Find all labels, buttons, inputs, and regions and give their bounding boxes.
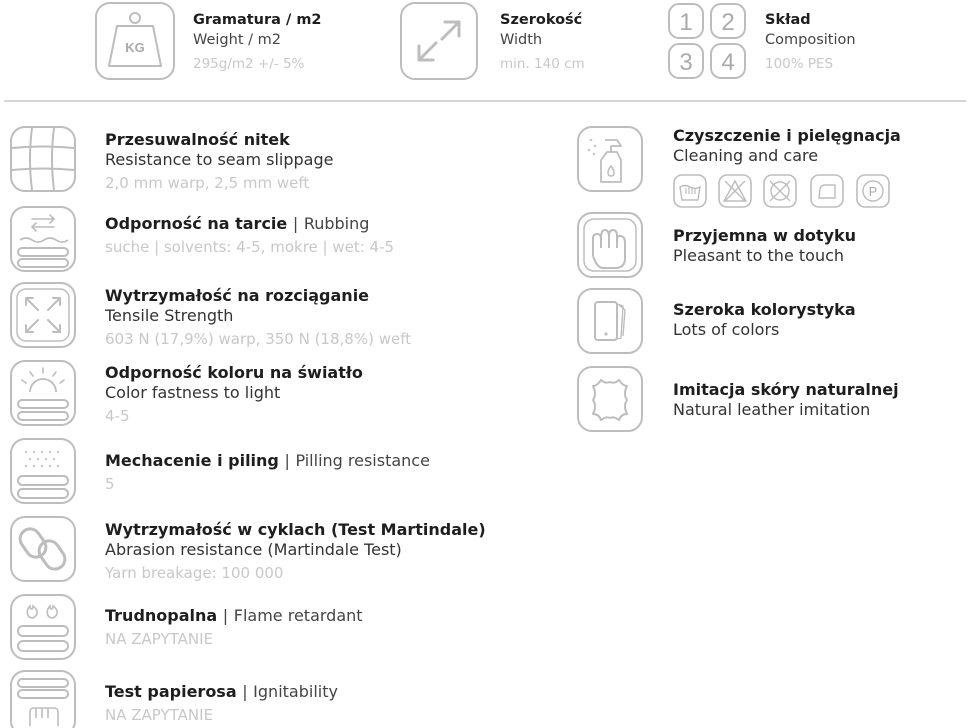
leather-title: Imitacja skóry naturalnej — [673, 380, 899, 399]
pilling-title — [105, 451, 430, 470]
rubbing-title — [105, 214, 369, 233]
no-bleach-icon — [718, 174, 752, 208]
colors-title: Szeroka kolorystyka — [673, 300, 856, 319]
svg-text:2: 2 — [721, 9, 735, 36]
martindale-subtitle: Abrasion resistance (Martindale Test) — [105, 540, 402, 559]
ignitability-separator: | — [242, 682, 248, 701]
svg-text:1: 1 — [679, 9, 693, 36]
flame-separator: | — [222, 606, 229, 625]
svg-text:KG: KG — [125, 40, 145, 55]
rubbing-value: suche | solvents: 4-5, mokre | wet: 4-5 — [105, 238, 395, 256]
seam-slippage-value: 2,0 mm warp, 2,5 mm weft — [105, 174, 310, 192]
leather-subtitle: Natural leather imitation — [673, 400, 871, 419]
martindale-rings-icon — [10, 516, 76, 582]
rubbing-subtitle: Rubbing — [303, 214, 370, 233]
seam-slippage-subtitle: Resistance to seam slippage — [105, 150, 334, 169]
light-fastness-value: 4-5 — [105, 407, 130, 425]
flame-subtitle: Flame retardant — [233, 606, 363, 625]
flame-title-pl: Trudnopalna — [105, 606, 218, 625]
section-divider — [4, 100, 966, 102]
expand-width-icon — [400, 2, 478, 80]
cleaning-subtitle: Cleaning and care — [673, 146, 819, 165]
leather-hide-icon — [577, 366, 643, 432]
rubbing-separator: | — [292, 214, 299, 233]
composition-subtitle: Composition — [765, 32, 856, 48]
ignitability-value: NA ZAPYTANIE — [105, 706, 214, 724]
composition-value: 100% PES — [765, 56, 834, 72]
pilling-separator: | — [284, 451, 290, 470]
touch-title: Przyjemna w dotyku — [673, 226, 857, 245]
colors-subtitle: Lots of colors — [673, 320, 780, 339]
spray-bottle-icon — [577, 126, 643, 192]
ignitability-title — [105, 682, 338, 701]
width-subtitle: Width — [500, 32, 543, 48]
ignitability-title-pl: Test papierosa — [105, 682, 237, 701]
flame-value: NA ZAPYTANIE — [105, 630, 214, 648]
svg-text:3: 3 — [679, 49, 693, 76]
kg-weight-icon — [95, 2, 175, 80]
width-title: Szerokość — [500, 12, 583, 28]
rubbing-title-pl: Odporność na tarcie — [105, 214, 288, 233]
composition-numbers-icon — [668, 3, 748, 79]
svg-text:4: 4 — [721, 49, 735, 76]
color-swatches-icon — [577, 288, 643, 354]
svg-text:P: P — [868, 184, 878, 199]
cigarette-hand-icon — [10, 670, 76, 728]
light-fastness-subtitle: Color fastness to light — [105, 383, 281, 402]
width-value: min. 140 cm — [500, 56, 585, 72]
pilling-icon — [10, 438, 76, 504]
tensile-subtitle: Tensile Strength — [105, 306, 234, 325]
tensile-arrows-icon — [10, 282, 76, 348]
flame-icon — [10, 594, 76, 660]
pilling-value: 5 — [105, 475, 115, 493]
tensile-value: 603 N (17,9%) warp, 350 N (18,8%) weft — [105, 330, 412, 348]
wash-hand-icon — [673, 174, 707, 208]
weight-subtitle: Weight / m2 — [193, 32, 281, 48]
ignitability-subtitle: Ignitability — [253, 682, 338, 701]
composition-title: Skład — [765, 12, 811, 28]
tensile-title: Wytrzymałość na rozciąganie — [105, 286, 370, 305]
martindale-title: Wytrzymałość w cyklach (Test Martindale) — [105, 520, 486, 539]
flame-title — [105, 606, 363, 625]
pilling-subtitle: Pilling resistance — [295, 451, 430, 470]
touch-subtitle: Pleasant to the touch — [673, 246, 845, 265]
iron-icon — [810, 174, 844, 208]
weight-title: Gramatura / m2 — [193, 12, 322, 28]
sun-light-icon — [10, 360, 76, 426]
weight-value: 295g/m2 +/- 5% — [193, 56, 305, 72]
light-fastness-title: Odporność koloru na światło — [105, 363, 363, 382]
cleaning-title: Czyszczenie i pielęgnacja — [673, 126, 901, 145]
martindale-value: Yarn breakage: 100 000 — [105, 564, 284, 582]
rubbing-icon — [10, 206, 76, 272]
dry-clean-p-icon — [856, 174, 890, 208]
seam-grid-icon — [10, 126, 76, 192]
seam-slippage-title: Przesuwalność nitek — [105, 130, 290, 149]
pilling-title-pl: Mechacenie i piling — [105, 451, 279, 470]
no-tumble-dry-icon — [763, 174, 797, 208]
hand-touch-icon — [577, 212, 643, 278]
